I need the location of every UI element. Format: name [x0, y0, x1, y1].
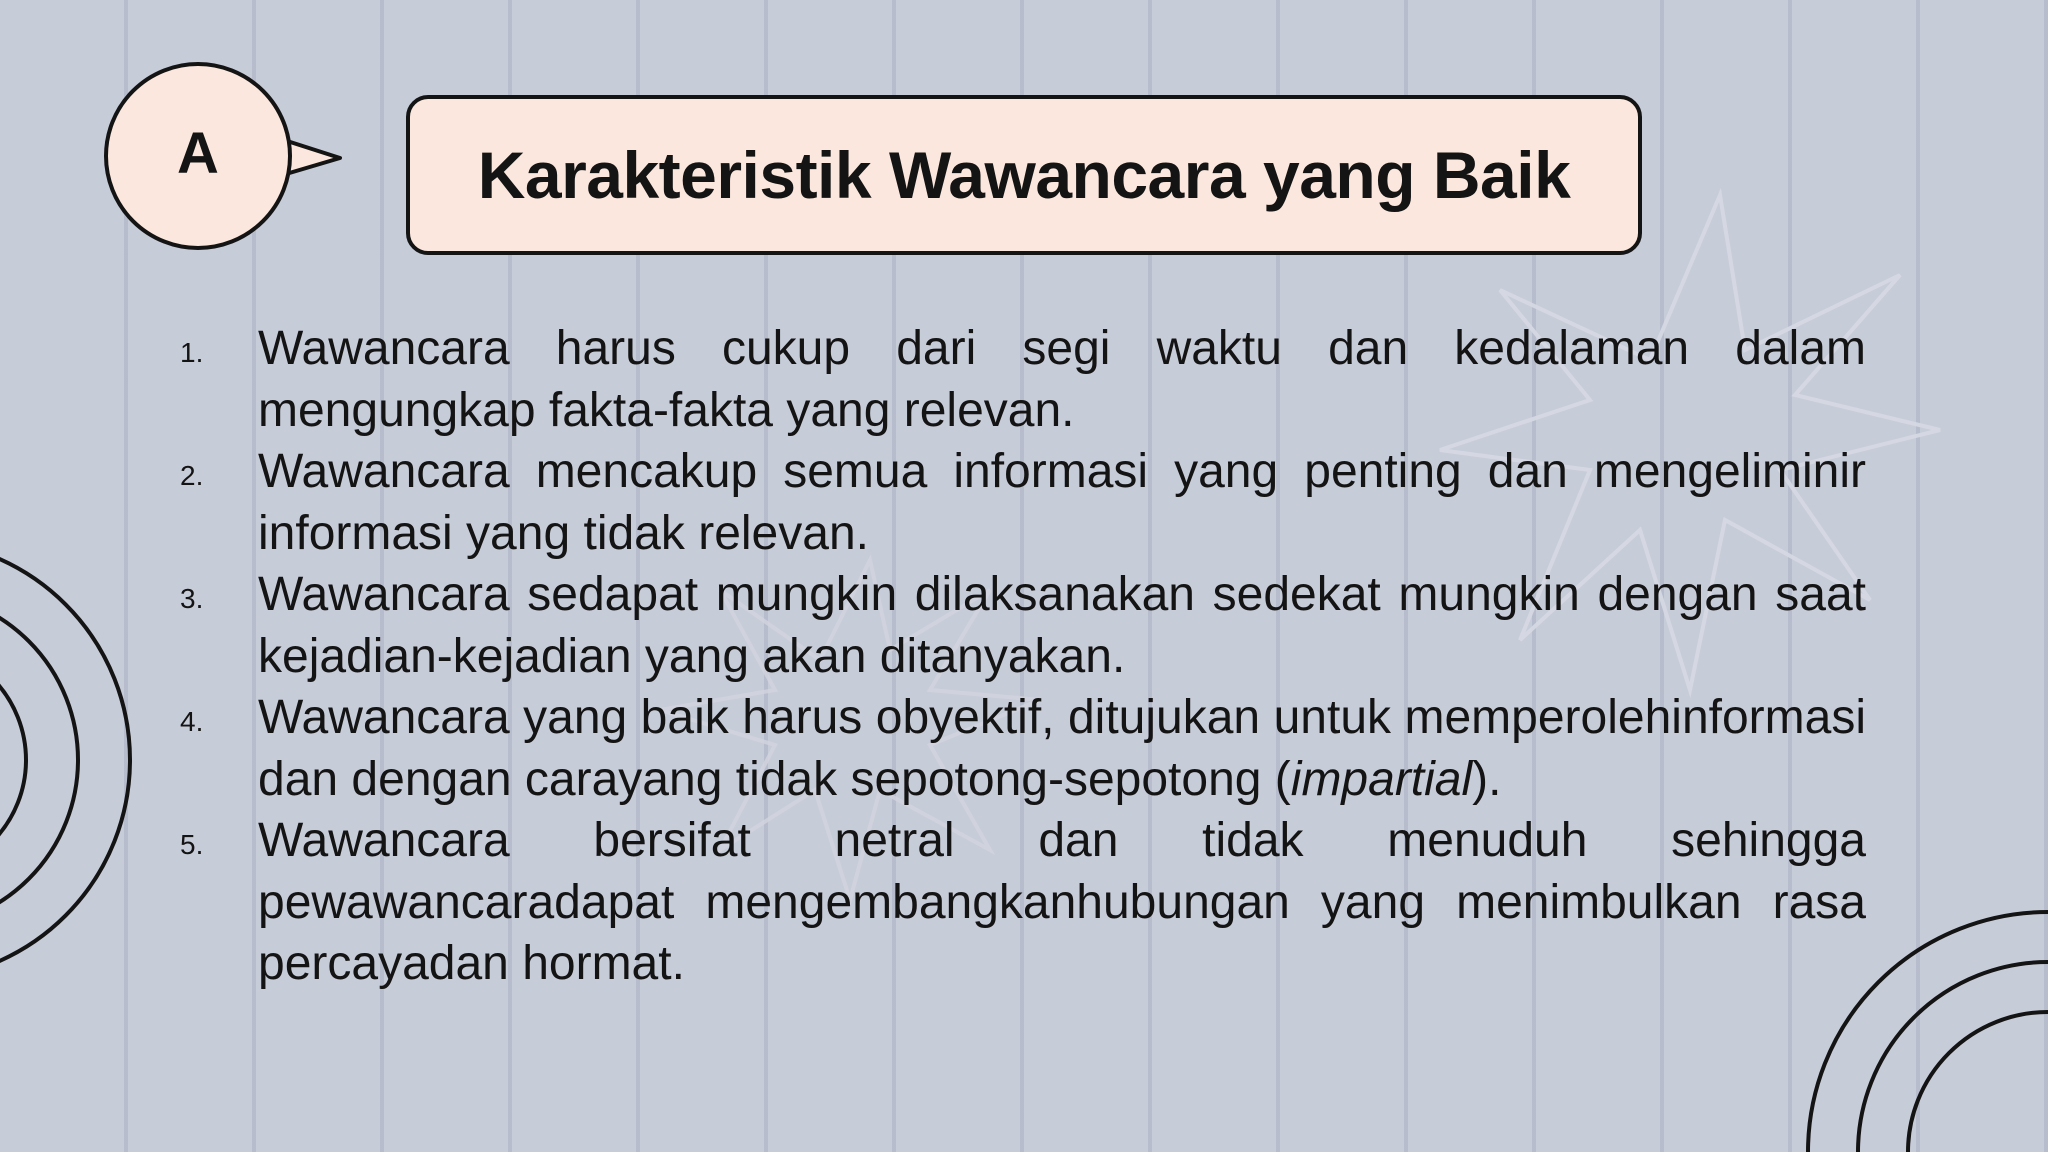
page-title: Karakteristik Wawancara yang Baik [477, 138, 1571, 212]
list-item [150, 564, 1866, 687]
list-item [150, 687, 1866, 810]
section-badge [104, 62, 292, 250]
list-item [150, 810, 1866, 995]
item-text-end: ). [1472, 752, 1502, 806]
item-text: Wawancara mencakup semua informasi yang penting dan mengeliminir informasi yang tidak relevan. [258, 445, 1866, 560]
speech-bubble-tail [284, 140, 340, 174]
item-number: 1. [180, 337, 204, 368]
list-item [150, 441, 1866, 564]
item-text: Wawancara sedapat mungkin dilaksanakan sedekat mungkin dengan saat kejadian-kejadian yang akan ditanyakan. [258, 568, 1866, 683]
item-text: Wawancara yang baik harus obyektif, ditujukan untuk memperolehinformasi dan dengan carayang tidak sepotong-sepotong ( [258, 691, 1866, 806]
item-number: 2. [180, 460, 204, 491]
item-text: Wawancara bersifat netral dan tidak menuduh sehingga pewawancaradapat mengembangkanhubungan yang menimbulkan rasa percayadan hormat. [258, 814, 1866, 990]
list-item [150, 318, 1866, 441]
item-number: 4. [180, 706, 204, 737]
concentric-arcs-left [0, 540, 130, 980]
item-text: Wawancara harus cukup dari segi waktu dan kedalaman dalam mengungkap fakta-fakta yang relevan. [258, 322, 1866, 437]
title-box [406, 95, 1642, 255]
item-number: 3. [180, 583, 204, 614]
characteristics-list [150, 318, 1866, 995]
item-number: 5. [180, 829, 204, 860]
italic-term: impartial [1290, 752, 1473, 806]
section-letter: A [177, 120, 219, 186]
